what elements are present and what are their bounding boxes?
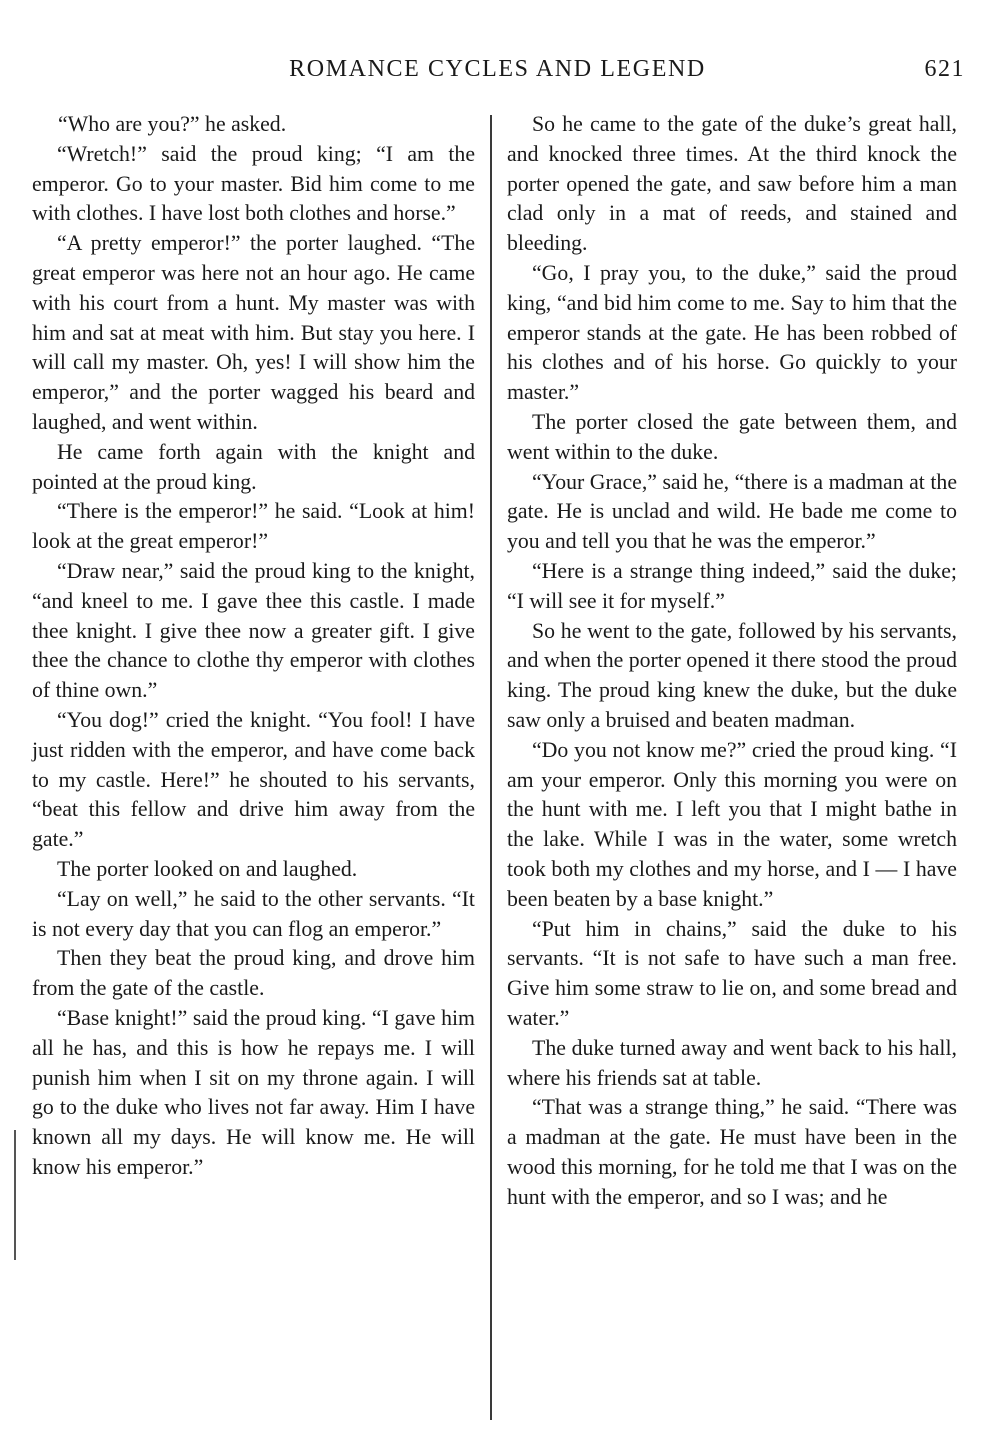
paragraph: Then they beat the proud king, and drove him from the gate of the castle.: [32, 946, 475, 1001]
running-head: [30, 52, 965, 86]
paragraph: So he came to the gate of the duke’s great hall, and knocked three times. At the third knock the porter opened the gate, and saw before him a man clad only in a mat of reeds, and stained and bleeding.: [507, 112, 957, 256]
paragraph: The duke turned away and went back to his hall, where his friends sat at table.: [507, 1035, 957, 1090]
paragraph: “You dog!” cried the knight. “You fool! I have just ridden with the emperor, and have come back to my castle. Here!” he shouted to his servants, “beat this fellow and drive him away from the gate.”: [32, 707, 475, 852]
paragraph: “Do you not know me?” cried the proud king. “I am your emperor. Only this morning you were on the hunt with me. I left you that I might bathe in the lake. While I was in the water, some wretch took both my clothes and my horse, and I — I have been beaten by a base knight.”: [507, 737, 957, 911]
paragraph: The porter closed the gate between them, and went within to the duke.: [507, 409, 957, 464]
paragraph: The porter looked on and laughed.: [57, 856, 358, 881]
paragraph: “Your Grace,” said he, “there is a madman at the gate. He is unclad and wild. He bade me come to you and tell you that he was the emperor.”: [507, 469, 957, 554]
column-divider: [490, 115, 492, 1420]
paragraph: “There is the emperor!” he said. “Look at him! look at the great emperor!”: [32, 499, 475, 554]
paragraph: “Go, I pray you, to the duke,” said the proud king, “and bid him come to me. Say to him that the emperor stands at the gate. He has been robbed of his clothes and of his horse. Go quickly to your master.”: [507, 260, 957, 405]
paragraph: “Who are you?” he asked.: [58, 112, 287, 136]
paragraph: “Put him in chains,” said the duke to his servants. “It is not safe to have such a man free. Give him some straw to lie on, and some bread and water.”: [507, 916, 957, 1030]
running-title: ROMANCE CYCLES AND LEGEND: [289, 56, 706, 82]
paragraph: “Here is a strange thing indeed,” said the duke; “I will see it for myself.”: [507, 558, 957, 613]
paragraph: “Draw near,” said the proud king to the knight, “and kneel to me. I gave thee this castle. I made thee knight. I give thee now a greater gift. I give thee the chance to clothe thy emperor with clothes of thine own.”: [32, 558, 475, 703]
paragraph: “A pretty emperor!” the porter laughed. “The great emperor was here not an hour ago. He came with his court from a hunt. My master was with him and sat at meat with him. But stay you here. I will call my master. Oh, yes! I will show him the emperor,” and the porter wagged his beard and laughed, and went within.: [32, 231, 475, 434]
left-column: [32, 110, 475, 1183]
paragraph: “Lay on well,” he said to the other servants. “It is not every day that you can flog an emperor.”: [32, 886, 475, 941]
paragraph: So he went to the gate, followed by his servants, and when the porter opened it there stood the proud king. The proud king knew the duke, but the duke saw only a bruised and beaten madman.: [507, 618, 957, 732]
margin-mark: [14, 1130, 16, 1260]
paragraph: He came forth again with the knight and pointed at the proud king.: [32, 439, 475, 494]
paragraph: “Base knight!” said the proud king. “I gave him all he has, and this is how he repays me. I will punish him when I sit on my throne again. I will go to the duke who lives not far away. Him I have known all my days. He will know me. He will know his emperor.”: [32, 1005, 475, 1179]
page-number: 621: [924, 56, 965, 82]
right-column: [507, 110, 957, 1212]
paragraph: “Wretch!” said the proud king; “I am the emperor. Go to your master. Bid him come to me with clothes. I have lost both clothes and horse.”: [32, 141, 475, 226]
paragraph: “That was a strange thing,” he said. “There was a madman at the gate. He must have been in the wood this morning, for he told me that I was on the hunt with the emperor, and so I was; and he: [507, 1095, 957, 1209]
